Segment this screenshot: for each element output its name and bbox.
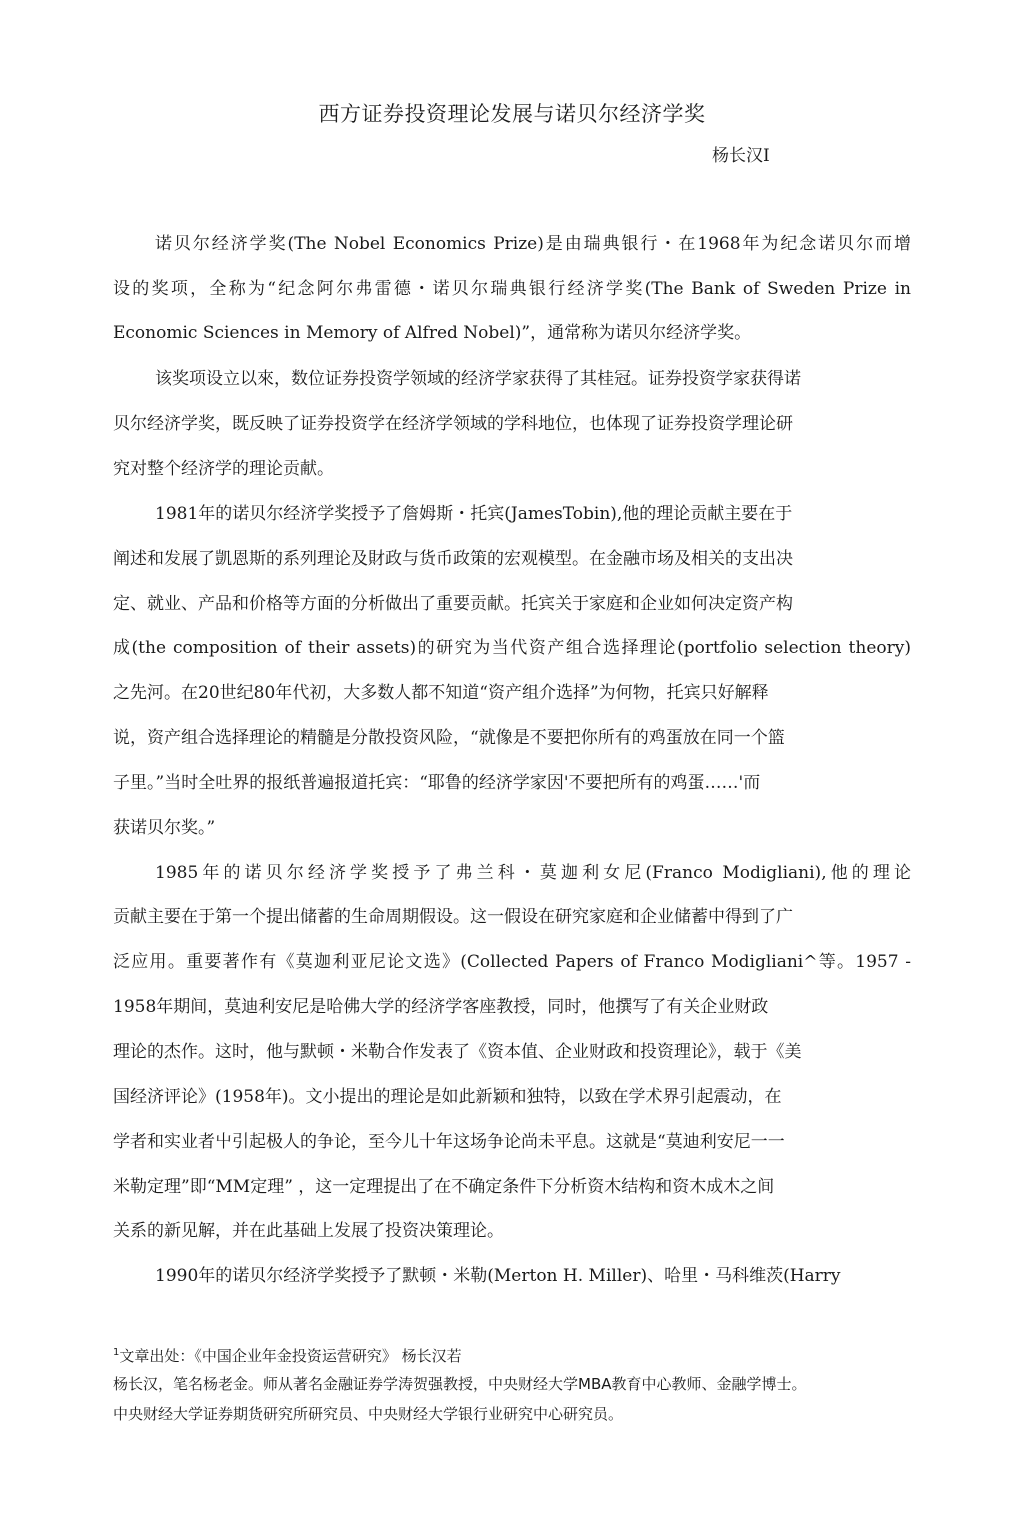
paragraph-4-line-6: 国经济评论》(1958年)。文小提出的理论是如此新颖和独特，以致在学术界引起震动，在 [113,1087,782,1107]
paragraph-1-line-3: Economic Sciences in Memory of Alfred Nobel)”，通常称为诺贝尔经济学奖。 [113,323,752,343]
paragraph-4-line-1: 1985年的诺贝尔经济学奖授予了弗兰科・莫迦利女尼(Franco Modigliani),他的理论 [155,863,911,883]
paragraph-3-line-2: 阐述和发展了凱恩斯的系列理论及財政与货币政策的宏观模型。在金融市场及相关的支出决 [113,549,793,569]
paragraph-3-line-6: 说，资产组合选择理论的精髓是分散投资风险，“就像是不要把你所有的鸡蛋放在同一个篮 [113,728,785,748]
paragraph-3-line-7: 子里。”当时全吐界的报纸普遍报道托宾：“耶鲁的经济学家因'不要把所有的鸡蛋……'而 [113,773,761,793]
paragraph-4-line-3: 泛应用。重要著作有《莫迦利亚尼论文选》(Collected Papers of Franco Modigliani^等。1957 - [113,952,911,972]
document-title: 西方证券投资理论发展与诺贝尔经济学奖 [318,102,706,126]
paragraph-3-line-8: 获诺贝尔奖。” [113,818,216,838]
paragraph-3-line-5: 之先河。在20世纪80年代初，大多数人都不知道“资产组介选择”为何物，托宾只好解释 [113,683,769,703]
paragraph-4-line-5: 理论的杰作。这时，他与默顿・米勒合作发表了《资本值、企业财政和投资理论》，载于《美 [113,1042,802,1062]
paragraph-2-line-1: 该奖项设立以來，数位证券投资学领域的经济学家获得了其桂冠。证券投资学家获得诺 [155,369,801,389]
paragraph-3-line-3: 定、就业、产品和价格等方面的分析做出了重要贡献。托宾关于家庭和企业如何决定资产构 [113,594,793,614]
paragraph-1-line-2: 设的奖项，全称为“纪念阿尔弗雷德・诺贝尔瑞典银行经济学奖(The Bank of Sweden Prize in [113,279,911,299]
paragraph-4-line-8: 米勒定理”即“MM定理” ，这一定理提出了在不确定条件下分析资木结构和资木成木之间 [113,1177,775,1197]
footnote-author-bio: 杨长汉，笔名杨老金。师从著名金融证券学涛贺强教授，中央财经大学MBA教育中心教师、金融学博士。 [113,1375,807,1393]
paragraph-2-line-3: 究对整个经济学的理论贡献。 [113,459,334,479]
paragraph-4-line-9: 关系的新见解，并在此基础上发展了投资决策理论。 [113,1221,504,1241]
paragraph-5-line-1: 1990年的诺贝尔经济学奖授予了默顿・米勒(Merton H. Miller)、哈里・马科维茨(Harry [155,1266,841,1286]
paragraph-3-line-1: 1981年的诺贝尔经济学奖授予了詹姆斯・托宾(JamesTobin),他的理论贡献主要在于 [155,504,793,524]
author-name: 杨长汉I [712,146,770,166]
paragraph-1-line-1: 诺贝尔经济学奖(The Nobel Economics Prize)是由瑞典银行・在1968年为纪念诺贝尔而增 [155,234,911,254]
footnote-source [113,1343,913,1366]
paragraph-3-line-4: 成(the composition of their assets)的研究为当代资产组合选择理论(portfolio selection theory) [113,638,911,658]
footnote-author-affiliation: 中央财经大学证券期货研究所研究员、中央财经大学银行业研究中心研究员。 [113,1405,624,1423]
footnote-source-text: 文章出处：《中国企业年金投资运营研究》 杨长汉若 [119,1347,462,1365]
paragraph-2-line-2: 贝尔经济学奖，既反映了证券投资学在经济学领域的学科地位，也体现了证券投资学理论研 [113,414,793,434]
paragraph-4-line-7: 学者和实业者屮引起极人的争论，至今儿十年这场争论尚未平息。这就是“莫迪利安尼一一 [113,1132,785,1152]
paragraph-4-line-4: 1958年期间，莫迪利安尼是哈佛大学的经济学客座教授，同时，他撰写了有关企业财政 [113,997,769,1017]
paragraph-4-line-2: 贡献主要在于第一个提出储蓄的生命周期假设。这一假设在研究家庭和企业储蓄中得到了广 [113,907,793,927]
footnote-marker: 1 [113,1347,120,1358]
